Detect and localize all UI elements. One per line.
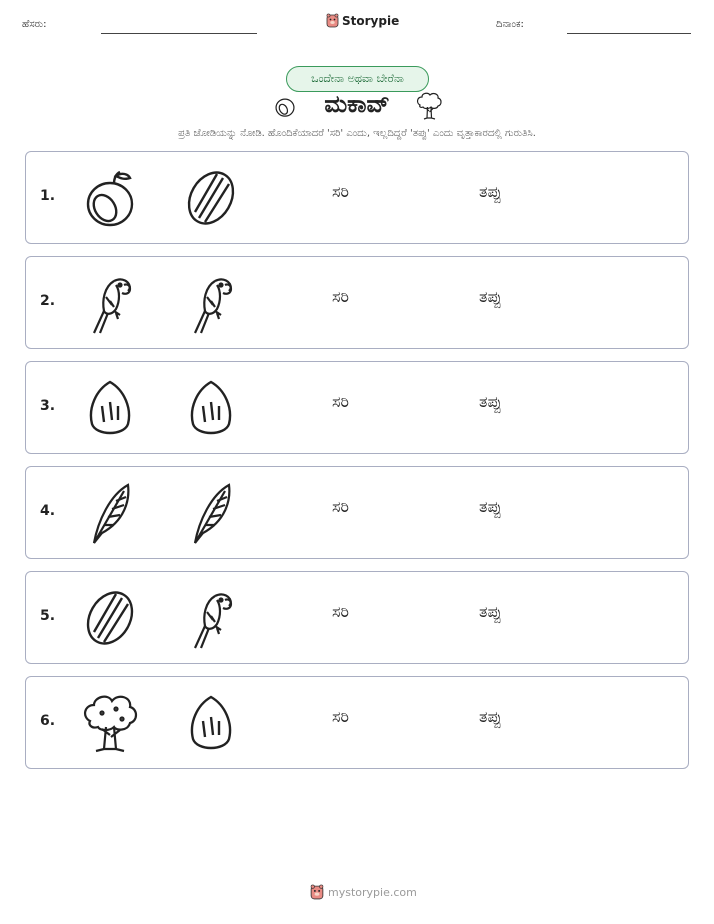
worksheet-title: ಮಕಾವ್ [324,90,390,118]
instructions: ಪ್ರತಿ ಜೋಡಿಯನ್ನು ನೋಡಿ. ಹೊಂದಿಕೆಯಾದರೆ 'ಸರಿ' ಎಂದು, ಇಲ್ಲದಿದ್ದರೆ 'ತಪ್ಪು' ಎಂದು ವೃತ್ತಾಕಾರದಲ್ಲಿ ಗುರುತಿಸಿ. [178,128,536,139]
almond-icon [181,376,241,440]
option-correct[interactable]: ಸರಿ [332,182,349,201]
feather-icon [80,481,140,545]
brand-logo [326,13,399,28]
question-number: 1. [40,188,56,204]
date-label: ದಿನಾಂಕ: [496,19,524,30]
almond-icon [181,691,241,755]
option-wrong[interactable]: ತಪ್ಪು [479,392,502,411]
option-wrong[interactable]: ತಪ್ಪು [479,287,502,306]
worksheet-type-badge: ಒಂದೇನಾ ಅಥವಾ ಬೇರೆನಾ [286,66,429,92]
question-row-2 [25,256,689,349]
name-line[interactable] [101,33,257,34]
plum-icon [80,166,140,230]
question-row-1 [25,151,689,244]
storypie-mascot-icon [326,13,339,28]
question-row-5 [25,571,689,664]
question-row-4 [25,466,689,559]
option-correct[interactable]: ಸರಿ [332,287,349,306]
question-row-3 [25,361,689,454]
feather-icon [181,481,241,545]
parrot-icon [181,586,241,650]
date-line[interactable] [567,33,691,34]
option-wrong[interactable]: ತಪ್ಪು [479,497,502,516]
option-wrong[interactable]: ತಪ್ಪು [479,602,502,621]
question-number: 5. [40,608,56,624]
option-wrong[interactable]: ತಪ್ಪು [479,707,502,726]
question-row-6 [25,676,689,769]
brand-name: Storypie [342,13,400,28]
parrot-icon [80,271,140,335]
option-correct[interactable]: ಸರಿ [332,392,349,411]
question-number: 4. [40,503,56,519]
tree-icon [414,90,444,122]
question-number: 2. [40,293,56,309]
footer [310,884,417,900]
question-number: 3. [40,398,56,414]
name-label: ಹೆಸರು: [22,19,47,30]
option-correct[interactable]: ಸರಿ [332,602,349,621]
parrot-icon [181,271,241,335]
option-wrong[interactable]: ತಪ್ಪು [479,182,502,201]
almond-striped-icon [181,166,241,230]
storypie-mascot-icon [310,884,324,900]
footer-url[interactable]: mystorypie.com [328,885,417,899]
almond-striped-icon [80,586,140,650]
almond-icon [80,376,140,440]
option-correct[interactable]: ಸರಿ [332,497,349,516]
option-correct[interactable]: ಸರಿ [332,707,349,726]
tree-icon [80,691,140,755]
question-number: 6. [40,713,56,729]
